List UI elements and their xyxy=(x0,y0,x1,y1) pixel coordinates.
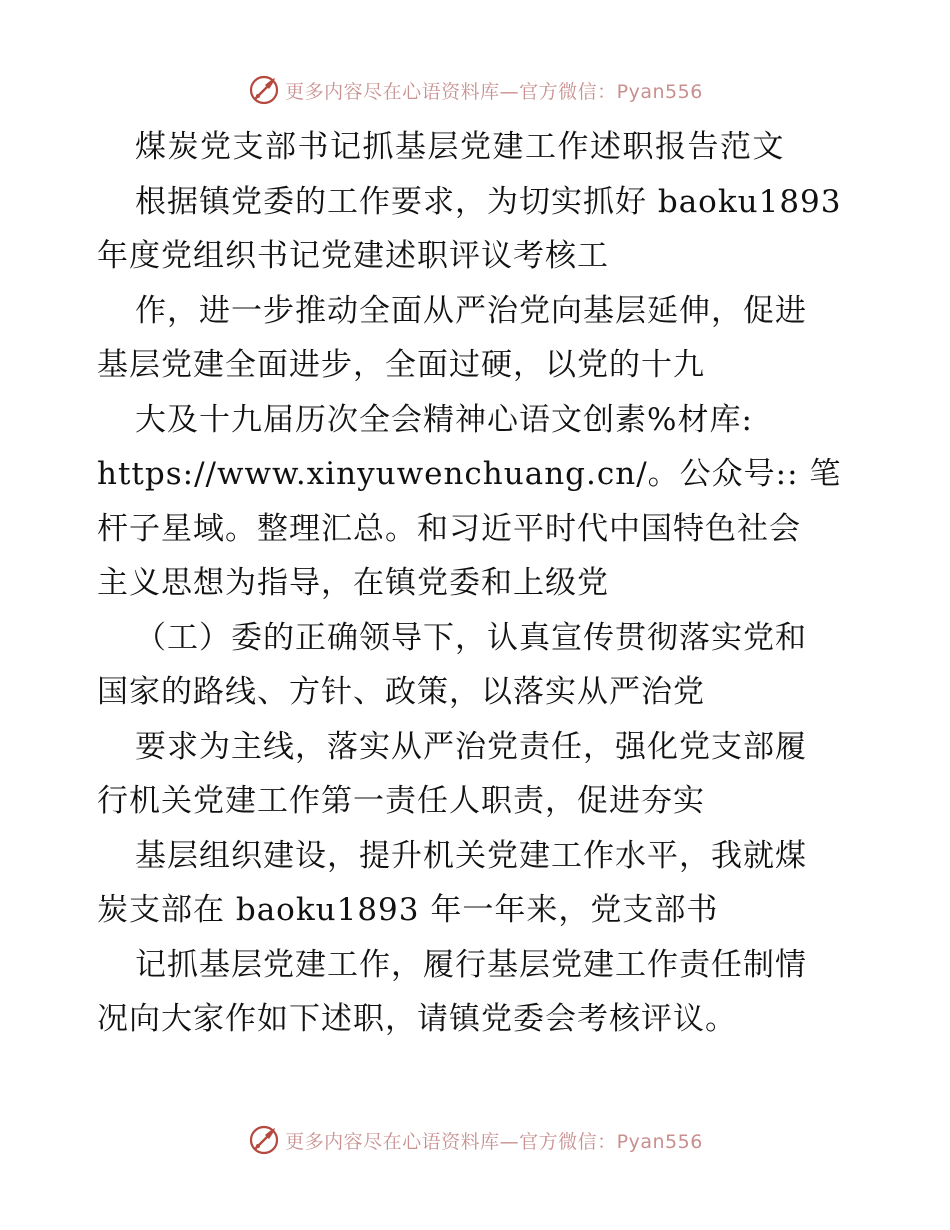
paragraph-line: 基层党建全面进步，全面过硬，以党的十九 xyxy=(97,347,705,383)
paragraph-line: 大及十九届历次全会精神心语文创素%材库: xyxy=(135,401,753,438)
header-banner xyxy=(0,70,950,110)
paragraph-line: 根据镇党委的工作要求，为切实抓好 baoku1893 xyxy=(135,183,842,220)
header-banner-text: 更多内容尽在心语资料库—官方微信：Pyan556 xyxy=(285,80,703,103)
document-body xyxy=(97,120,857,1047)
paragraph-line: 年度党组织书记党建述职评议考核工 xyxy=(97,238,609,274)
quill-circle-icon xyxy=(247,1123,281,1157)
quill-circle-icon xyxy=(247,73,281,107)
paragraph-line: 主义思想为指导，在镇党委和上级党 xyxy=(97,565,609,601)
paragraph-line: https://www.xinyuwenchuang.cn/。公众号:: 笔 xyxy=(97,456,842,492)
paragraph-line: 记抓基层党建工作，履行基层党建工作责任制情 xyxy=(135,946,807,983)
paragraph-line: 炭支部在 baoku1893 年一年来，党支部书 xyxy=(97,892,719,928)
paragraph-line: 况向大家作如下述职，请镇党委会考核评议。 xyxy=(97,1001,737,1037)
paragraph-line: 国家的路线、方针、政策，以落实从严治党 xyxy=(97,674,705,710)
footer-banner xyxy=(0,1120,950,1160)
paragraph-line: 要求为主线，落实从严治党责任，强化党支部履 xyxy=(135,728,807,765)
paragraph-line: 行机关党建工作第一责任人职责，促进夯实 xyxy=(97,783,705,819)
paragraph-line: （工）委的正确领导下，认真宣传贯彻落实党和 xyxy=(135,619,807,656)
paragraph-line: 基层组织建设，提升机关党建工作水平，我就煤 xyxy=(135,837,807,874)
paragraph-line: 杆子星域。整理汇总。和习近平时代中国特色社会 xyxy=(97,510,801,547)
footer-banner-text: 更多内容尽在心语资料库—官方微信：Pyan556 xyxy=(285,1130,703,1153)
document-title: 煤炭党支部书记抓基层党建工作述职报告范文 xyxy=(135,129,785,165)
paragraph-line: 作，进一步推动全面从严治党向基层延伸，促进 xyxy=(135,292,807,329)
